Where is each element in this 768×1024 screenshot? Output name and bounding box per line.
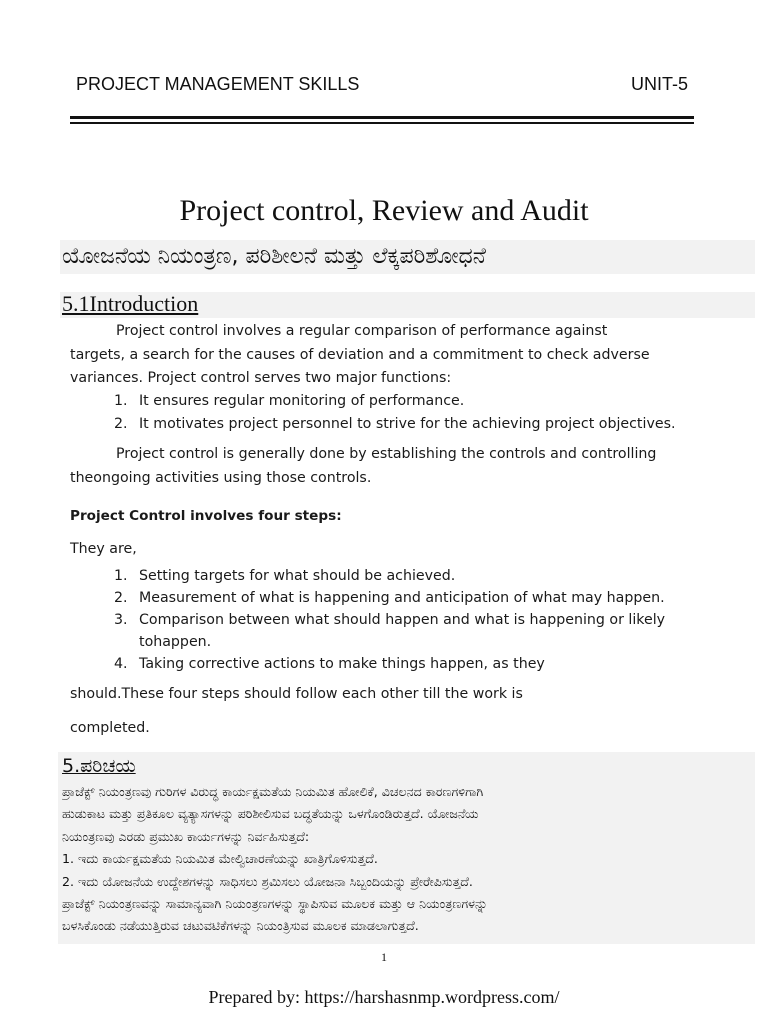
kannada-paragraph [62,781,752,938]
control-paragraph [70,443,706,490]
kannada-line: ನಿಯಂತ್ರಣವು ಎರಡು ಪ್ರಮುಖ ಕಾರ್ಯಗಳನ್ನು ನಿರ್ವಹಿಸುತ್ತದೆ: [62,828,310,844]
steps-closing-word: completed. [70,720,150,736]
list-item [114,587,714,609]
intro-paragraph [70,320,706,391]
list-item-continuation [114,631,714,653]
steps-heading: Project Control involves four steps: [70,508,342,524]
list-number: 3. [114,612,128,628]
header-rule-thick [70,116,694,119]
paragraph-line: Project control is generally done by establishing the controls and controlling [116,446,657,462]
steps-closing-line: should.These four steps should follow each other till the work is [70,686,523,702]
running-header [76,74,688,95]
list-item [114,413,714,436]
list-number: 1. [114,393,128,409]
kannada-line: ಪ್ರಾಜೆಕ್ಟ್ ನಿಯಂತ್ರಣವನ್ನು ಸಾಮಾನ್ಯವಾಗಿ ನಿಯಂತ್ರಣಗಳನ್ನು ಸ್ಥಾಪಿಸುವ ಮೂಲಕ ಮತ್ತು ಆ ನಿಯಂತ್ರಣಗಳನ್ನು [62,896,488,912]
header-rule-thin [70,122,694,124]
list-number: 4. [114,656,128,672]
page-title: Project control, Review and Audit [179,194,589,227]
header-unit-label: UNIT-5 [630,74,688,94]
footer-credit: Prepared by: https://harshasnmp.wordpress.com/ [208,987,560,1007]
page-title-kannada: ಯೋಜನೆಯ ನಿಯಂತ್ರಣ, ಪರಿಶೀಲನೆ ಮತ್ತು ಲೆಕ್ಕಪರಿಶೋಧನೆ [62,244,486,269]
kannada-section-heading: 5.ಪರಿಚಯ [62,755,136,777]
kannada-line: ಬಳಸಿಕೊಂಡು ನಡೆಯುತ್ತಿರುವ ಚಟುವಟಿಕೆಗಳನ್ನು ನಿಯಂತ್ರಿಸುವ ಮೂಲಕ ಮಾಡಲಾಗುತ್ತದೆ. [62,918,419,934]
intro-line: variances. Project control serves two major functions: [70,370,452,386]
list-text: It ensures regular monitoring of performance. [139,393,465,409]
list-number: 2. [114,416,128,432]
they-are-label: They are, [70,541,137,557]
list-number [114,631,139,653]
list-text: It motivates project personnel to strive for the achieving project objectives. [139,416,676,432]
list-item [114,653,714,675]
list-text: Taking corrective actions to make things happen, as they [139,656,545,672]
list-item [114,609,714,631]
list-item [114,390,714,413]
list-number: 1. [114,568,128,584]
list-text: Measurement of what is happening and anticipation of what may happen. [139,590,665,606]
kannada-line: 1. ಇದು ಕಾರ್ಯಕ್ಷಮತೆಯ ನಿಯಮಿತ ಮೇಲ್ವಿಚಾರಣೆಯನ್ನು ಖಾತ್ರಿಗೊಳಿಸುತ್ತದೆ. [62,851,378,867]
steps-list [114,565,714,675]
list-text: tohappen. [139,634,212,650]
kannada-line: 2. ಇದು ಯೋಜನೆಯ ಉದ್ದೇಶಗಳನ್ನು ಸಾಧಿಸಲು ಶ್ರಮಿಸಲು ಯೋಜನಾ ಸಿಬ್ಬಂದಿಯನ್ನು ಪ್ರೇರೇಪಿಸುತ್ತದೆ. [62,873,473,889]
kannada-line: ಪ್ರಾಜೆಕ್ಟ್ ನಿಯಂತ್ರಣವು ಗುರಿಗಳ ವಿರುದ್ಧ ಕಾರ್ಯಕ್ಷಮತೆಯ ನಿಯಮಿತ ಹೋಲಿಕೆ, ವಿಚಲನದ ಕಾರಣಗಳಿಗಾಗಿ [62,784,484,799]
list-number: 2. [114,590,128,606]
list-text: Comparison between what should happen and what is happening or likely [139,612,666,628]
header-course-title: PROJECT MANAGEMENT SKILLS [76,74,360,94]
kannada-line: ಹುಡುಕಾಟ ಮತ್ತು ಪ್ರತಿಕೂಲ ವ್ಯತ್ಯಾಸಗಳನ್ನು ಪರಿಶೀಲಿಸುವ ಬದ್ಧತೆಯನ್ನು ಒಳಗೊಂಡಿರುತ್ತದೆ. ಯೋಜನೆಯ [62,806,479,822]
section-heading: 5.1Introduction [62,291,199,316]
list-text: Setting targets for what should be achieved. [139,568,456,584]
page-number: 1 [381,950,387,964]
functions-list [114,390,714,436]
intro-line: targets, a search for the causes of deviation and a commitment to check adverse [70,346,650,363]
intro-line: Project control involves a regular comparison of performance against [116,323,608,339]
paragraph-line: theongoing activities using those controls. [70,469,372,486]
list-item [114,565,714,587]
